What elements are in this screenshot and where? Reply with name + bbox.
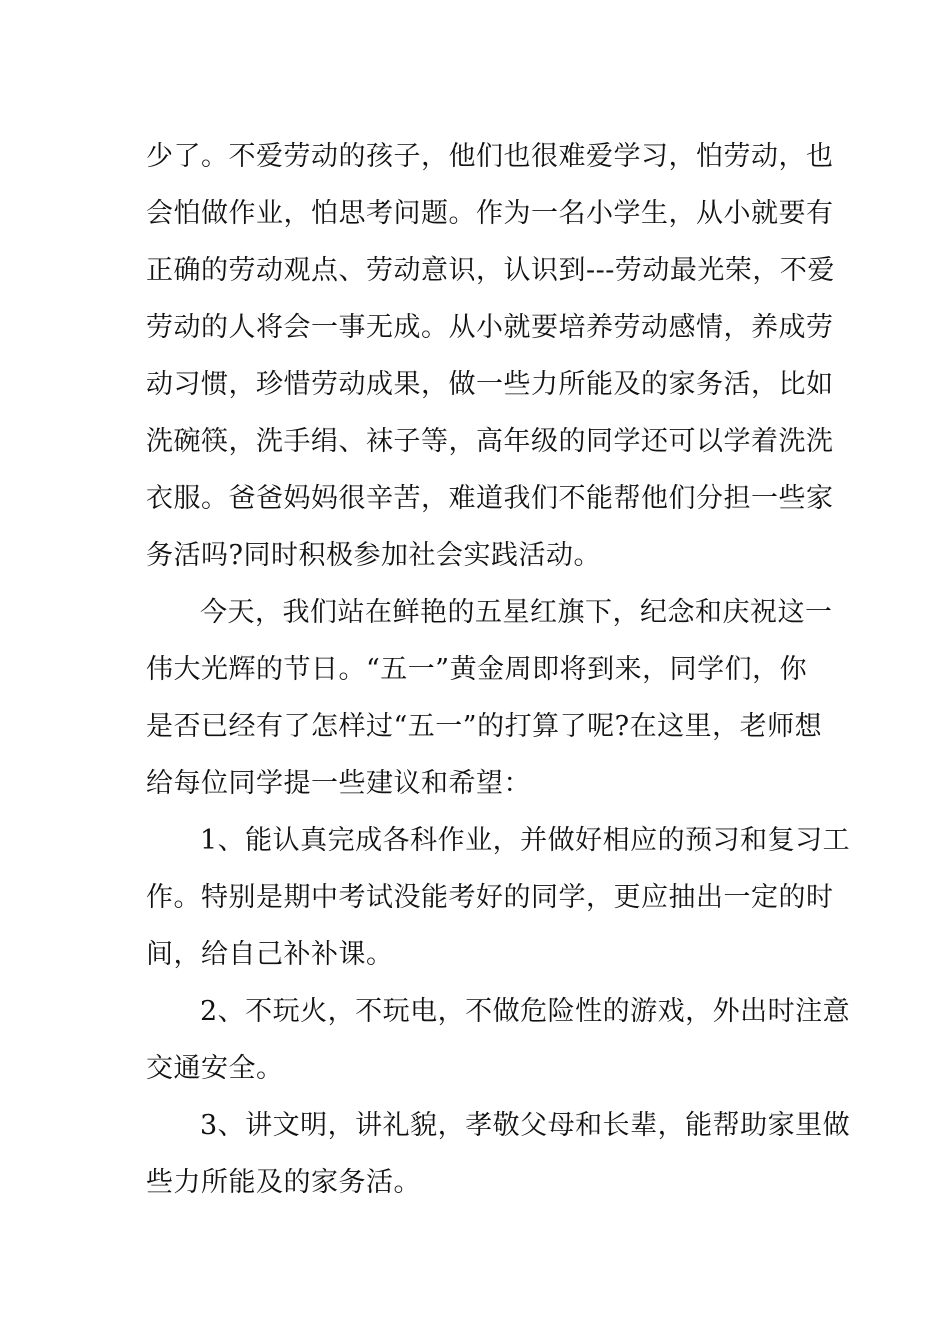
paragraph-3 <box>146 812 851 983</box>
paragraph-line: 交通安全。 <box>146 1053 284 1084</box>
paragraph-line: 正确的劳动观点、劳动意识，认识到---劳动最光荣，不爱 <box>146 255 835 286</box>
paragraph-line: 3、讲文明，讲礼貌，孝敬父母和长辈，能帮助家里做 <box>200 1110 851 1141</box>
paragraph-line: 洗碗筷，洗手绢、袜子等，高年级的同学还可以学着洗洗 <box>146 426 834 457</box>
paragraph-line: 些力所能及的家务活。 <box>146 1167 421 1198</box>
paragraph-line: 是否已经有了怎样过“五一”的打算了呢?在这里，老师想 <box>146 711 823 742</box>
paragraph-line: 2、不玩火，不玩电，不做危险性的游戏，外出时注意 <box>200 996 851 1027</box>
paragraph-line: 动习惯，珍惜劳动成果，做一些力所能及的家务活，比如 <box>146 369 834 400</box>
paragraph-4 <box>146 983 851 1097</box>
paragraph-line: 伟大光辉的节日。“五一”黄金周即将到来，同学们，你 <box>146 654 808 685</box>
paragraph-line: 劳动的人将会一事无成。从小就要培养劳动感情，养成劳 <box>146 312 834 343</box>
paragraph-line: 今天，我们站在鲜艳的五星红旗下，纪念和庆祝这一 <box>200 597 833 628</box>
paragraph-line: 务活吗?同时积极参加社会实践活动。 <box>146 540 601 571</box>
paragraph-line: 会怕做作业，怕思考问题。作为一名小学生，从小就要有 <box>146 198 834 229</box>
paragraph-5 <box>146 1097 851 1211</box>
paragraph-line: 间，给自己补补课。 <box>146 939 394 970</box>
paragraph-line: 衣服。爸爸妈妈很辛苦，难道我们不能帮他们分担一些家 <box>146 483 834 514</box>
paragraph-2 <box>146 584 833 812</box>
paragraph-1 <box>146 128 835 584</box>
paragraph-line: 少了。不爱劳动的孩子，他们也很难爱学习，怕劳动，也 <box>146 141 834 172</box>
paragraph-line: 作。特别是期中考试没能考好的同学，更应抽出一定的时 <box>146 882 834 913</box>
paragraph-line: 1、能认真完成各科作业，并做好相应的预习和复习工 <box>200 825 851 856</box>
paragraph-line: 给每位同学提一些建议和希望： <box>146 768 531 799</box>
document-body <box>146 128 851 1211</box>
